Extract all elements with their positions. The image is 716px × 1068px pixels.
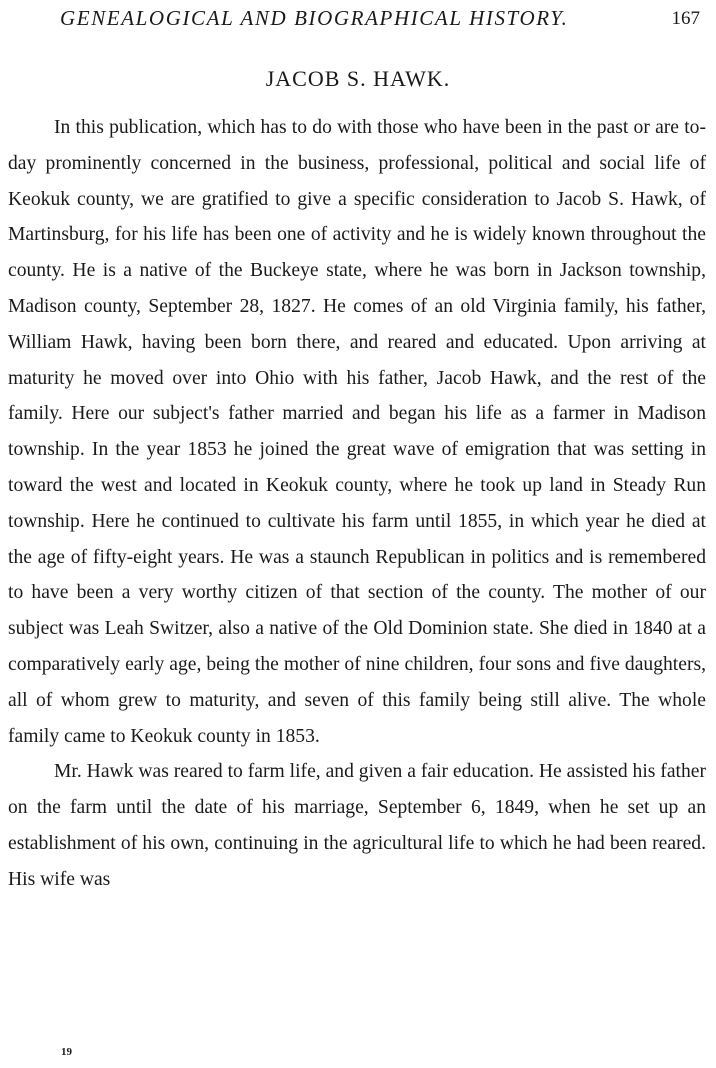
signature-mark: 19 <box>61 1046 72 1058</box>
page-number: 167 <box>671 8 700 29</box>
running-head <box>60 6 700 36</box>
paragraph-1: In this publication, which has to do with those who have been in the past or are to-day prominently concerned in the business, professional, political and social life of Keokuk county, we are gratified to give a specific consideration to Jacob S. Hawk, of Martinsburg, for his life has been one of activity and he is widely known throughout the county. He is a native of the Buckeye state, where he was born in Jackson township, Madison county, September 28, 1827. He comes of an old Virginia family, his father, William Hawk, having been born there, and reared and educated. Upon arriving at maturity he moved over into Ohio with his father, Jacob Hawk, and the rest of the family. Here our subject's father married and began his life as a farmer in Madison township. In the year 1853 he joined the great wave of emigration that was setting in toward the west and located in Keokuk county, where he took up land in Steady Run township. Here he continued to cultivate his farm until 1855, in which year he died at the age of fifty-eight years. He was a staunch Republican in politics and is remembered to have been a very worthy citizen of that section of the county. The mother of our subject was Leah Switzer, also a native of the Old Dominion state. She died in 1840 at a comparatively early age, being the mother of nine children, four sons and five daughters, all of whom grew to maturity, and seven of this family being still alive. The whole family came to Keokuk county in 1853. <box>8 117 706 747</box>
article-title: JACOB S. HAWK. <box>265 66 451 91</box>
paragraph-2: Mr. Hawk was reared to farm life, and given a fair education. He assisted his father on the farm until the date of his marriage, September 6, 1849, when he set up an establishment of his own, continuing in the agricultural life to which he had been reared. His wife was <box>8 761 706 890</box>
running-title: GENEALOGICAL AND BIOGRAPHICAL HISTORY. <box>60 6 569 30</box>
article-body <box>8 110 706 898</box>
